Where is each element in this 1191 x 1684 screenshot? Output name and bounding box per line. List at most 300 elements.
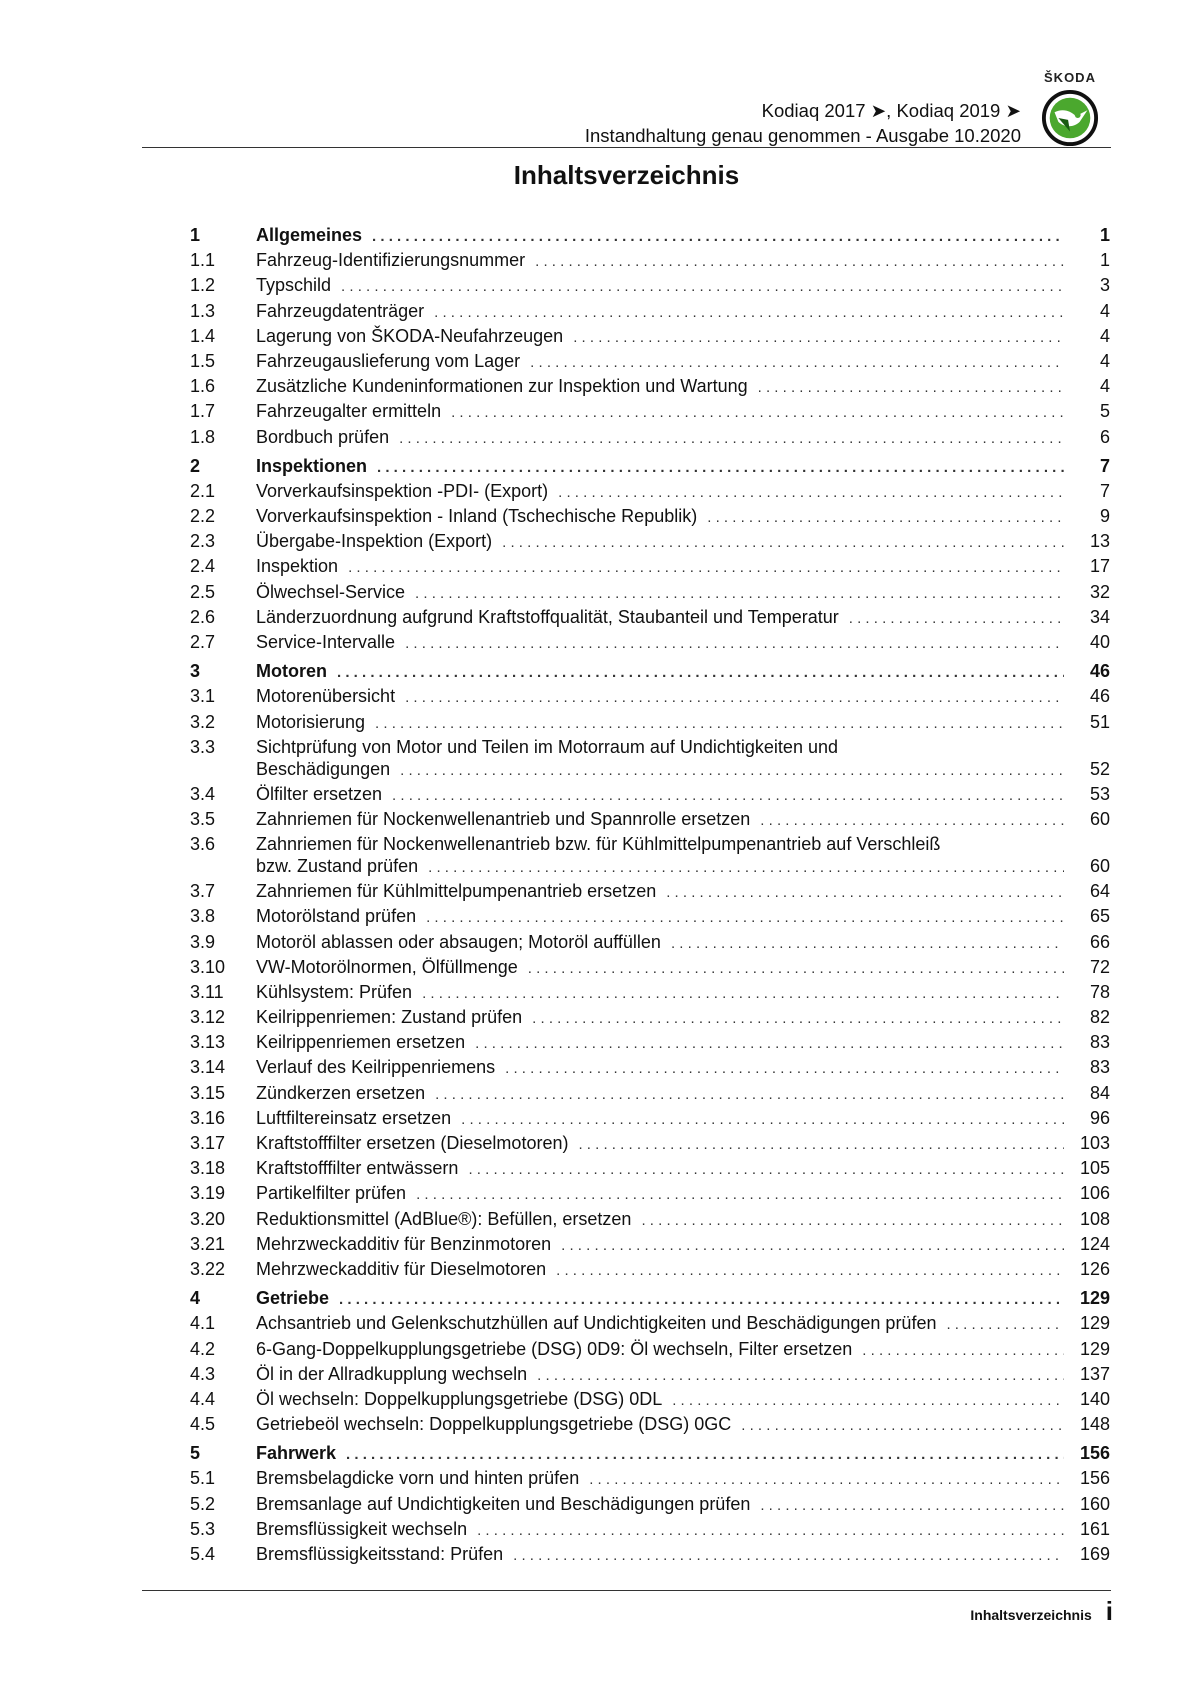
- toc-entry[interactable]: [190, 1543, 1110, 1568]
- toc-page-number: 84: [1089, 1082, 1110, 1103]
- toc-entry-text: Zahnriemen für Nockenwellenantrieb und Spannrolle ersetzen: [256, 808, 751, 829]
- toc-entry-number: 3.5: [190, 808, 216, 829]
- toc-page-number: 64: [1089, 881, 1110, 902]
- toc-dot-leader: [532, 1008, 1064, 1030]
- toc-entry-number: 3.13: [190, 1032, 226, 1053]
- toc-dot-leader: [348, 557, 1064, 579]
- toc-entry-label: [256, 300, 1064, 324]
- toc-page-number: 1: [1099, 250, 1110, 271]
- toc-entry[interactable]: [190, 1056, 1110, 1081]
- header-edition-line: Instandhaltung genau genommen - Ausgabe 10.2020: [584, 125, 1021, 146]
- toc-entry-label: [256, 350, 1064, 374]
- toc-entry-label: [256, 1388, 1064, 1412]
- toc-entry-label: [256, 480, 1064, 504]
- toc-chapter-entry[interactable]: [190, 1442, 1110, 1467]
- toc-entry-number: 1.1: [190, 250, 216, 271]
- toc-dot-leader: [589, 1469, 1064, 1491]
- toc-entry-text: Kühlsystem: Prüfen: [256, 981, 413, 1002]
- toc-entry[interactable]: [190, 1493, 1110, 1518]
- toc-dot-leader: [528, 958, 1064, 980]
- toc-page-number: 53: [1089, 783, 1110, 804]
- toc-entry[interactable]: [190, 505, 1110, 530]
- toc-dot-leader: [578, 1134, 1064, 1156]
- toc-dot-leader: [666, 882, 1064, 904]
- toc-entry-number: 3.21: [190, 1233, 226, 1254]
- toc-page-number: 124: [1079, 1233, 1110, 1254]
- toc-entry-text-continued: Beschädigungen: [256, 758, 391, 779]
- toc-entry-text: Motorölstand prüfen: [256, 906, 417, 927]
- toc-page-number: 161: [1079, 1518, 1110, 1539]
- toc-dot-leader: [758, 377, 1064, 399]
- toc-entry-text: Partikelfilter prüfen: [256, 1183, 407, 1204]
- toc-page-number: 105: [1079, 1158, 1110, 1179]
- toc-page-number: 4: [1099, 300, 1110, 321]
- toc-entry[interactable]: [190, 880, 1110, 905]
- document-header: [585, 98, 1021, 148]
- toc-entry[interactable]: [190, 711, 1110, 736]
- toc-entry-number: 4: [190, 1288, 201, 1309]
- toc-entry[interactable]: [190, 274, 1110, 299]
- toc-chapter-entry[interactable]: [190, 224, 1110, 249]
- toc-dot-leader: [741, 1415, 1064, 1437]
- toc-dot-leader: [392, 785, 1064, 807]
- toc-entry[interactable]: [190, 300, 1110, 325]
- toc-entry-number: 4.2: [190, 1338, 216, 1359]
- toc-entry-label: [256, 880, 1064, 904]
- toc-entry-number: 1.2: [190, 275, 216, 296]
- toc-page-number: 60: [1089, 856, 1110, 877]
- toc-entry-label: [256, 736, 1064, 782]
- toc-entry[interactable]: [190, 480, 1110, 505]
- toc-dot-leader: [461, 1109, 1064, 1131]
- toc-entry-text: Getriebe: [256, 1288, 330, 1309]
- toc-dot-leader: [426, 907, 1064, 929]
- toc-entry-text: Fahrzeugdatenträger: [256, 300, 425, 321]
- toc-entry-label: [256, 1031, 1064, 1055]
- toc-entry[interactable]: [190, 631, 1110, 656]
- toc-entry[interactable]: [190, 581, 1110, 606]
- toc-dot-leader: [849, 608, 1064, 630]
- toc-page-number: 82: [1089, 1007, 1110, 1028]
- toc-dot-leader: [339, 1289, 1064, 1311]
- toc-entry-number: 3.14: [190, 1057, 226, 1078]
- page-title: Inhaltsverzeichnis: [513, 160, 740, 190]
- toc-entry-text: Fahrzeug-Identifizierungsnummer: [256, 250, 526, 271]
- toc-dot-leader: [530, 352, 1064, 374]
- toc-entry-number: 4.3: [190, 1363, 216, 1384]
- toc-entry-number: 3.20: [190, 1208, 226, 1229]
- toc-entry[interactable]: [190, 905, 1110, 930]
- toc-entry-number: 4.1: [190, 1313, 216, 1334]
- toc-dot-leader: [468, 1159, 1064, 1181]
- toc-entry-text: Vorverkaufsinspektion - Inland (Tschechische Republik): [256, 506, 698, 527]
- toc-page-number: 46: [1089, 661, 1110, 682]
- toc-page-number: 137: [1079, 1363, 1110, 1384]
- toc-entry-number: 2.1: [190, 480, 216, 501]
- brand-name: ŠKODA: [1044, 70, 1096, 85]
- toc-dot-leader: [341, 276, 1064, 298]
- toc-page-number: 4: [1099, 376, 1110, 397]
- toc-entry[interactable]: [190, 1258, 1110, 1283]
- toc-dot-leader: [405, 633, 1064, 655]
- toc-entry-number: 3.16: [190, 1107, 226, 1128]
- toc-entry-text: Übergabe-Inspektion (Export): [256, 531, 493, 552]
- toc-dot-leader: [573, 327, 1064, 349]
- toc-entry-label: [256, 325, 1064, 349]
- toc-entry-text: Vorverkaufsinspektion -PDI- (Export): [256, 480, 549, 501]
- toc-entry[interactable]: [190, 1208, 1110, 1233]
- toc-entry-text: Länderzuordnung aufgrund Kraftstoffqualität, Staubanteil und Temperatur: [256, 606, 839, 627]
- toc-entry-text: Kraftstofffilter ersetzen (Dieselmotoren): [256, 1133, 569, 1153]
- toc-entry-label: [256, 631, 1064, 655]
- toc-dot-leader: [405, 687, 1064, 709]
- toc-page-number: 96: [1089, 1107, 1110, 1128]
- toc-page-number: 9: [1099, 506, 1110, 527]
- toc-page-number: 4: [1099, 350, 1110, 371]
- toc-entry-text: Bordbuch prüfen: [256, 426, 390, 447]
- table-of-contents: [190, 220, 1110, 1568]
- toc-entry-text: Bremsflüssigkeit wechseln: [256, 1518, 468, 1539]
- toc-entry-text: Bremsbelagdicke vorn und hinten prüfen: [256, 1468, 580, 1489]
- toc-entry-label: [256, 375, 1064, 399]
- header-rule: [142, 147, 1111, 148]
- toc-entry-text: Zündkerzen ersetzen: [256, 1082, 426, 1103]
- skoda-logo-icon: [1041, 89, 1099, 147]
- toc-page-number: 156: [1079, 1443, 1110, 1464]
- toc-entry-label: [256, 1493, 1064, 1517]
- toc-entry-text: Ölfilter ersetzen: [256, 783, 383, 804]
- toc-dot-leader: [502, 532, 1064, 554]
- toc-entry-number: 1.4: [190, 325, 216, 346]
- toc-entry-number: 1.6: [190, 376, 216, 397]
- toc-entry-text: Typschild: [256, 275, 332, 296]
- toc-entry-label: [256, 606, 1064, 630]
- toc-entry[interactable]: [190, 1006, 1110, 1031]
- toc-entry-label: [256, 1363, 1064, 1387]
- toc-entry-label: [256, 1107, 1064, 1131]
- toc-dot-leader: [377, 457, 1064, 479]
- toc-page-number: 169: [1079, 1544, 1110, 1564]
- toc-entry-label: [256, 1082, 1064, 1106]
- toc-entry[interactable]: [190, 1413, 1110, 1438]
- toc-entry-number: 3.4: [190, 783, 216, 804]
- toc-entry-text: Öl wechseln: Doppelkupplungsgetriebe (DSG) 0DL: [256, 1388, 663, 1409]
- brand: [1030, 70, 1110, 152]
- toc-entry-text: Mehrzweckadditiv für Benzinmotoren: [256, 1233, 552, 1254]
- toc-entry[interactable]: [190, 350, 1110, 375]
- toc-page-number: 106: [1079, 1183, 1110, 1204]
- toc-page-number: 1: [1099, 225, 1110, 245]
- toc-entry-label: [256, 1518, 1064, 1542]
- toc-page-number: 52: [1089, 758, 1110, 779]
- toc-dot-leader: [535, 251, 1064, 273]
- header-model-line: Kodiaq 2017 ➤, Kodiaq 2019 ➤: [761, 100, 1021, 121]
- toc-entry-number: 5.1: [190, 1468, 216, 1489]
- toc-entry-label: [256, 1442, 1064, 1466]
- toc-entry-number: 4.4: [190, 1388, 216, 1409]
- toc-entry-number: 3.22: [190, 1258, 226, 1279]
- toc-entry[interactable]: [190, 1363, 1110, 1388]
- toc-chapter-entry[interactable]: [190, 660, 1110, 685]
- toc-entry[interactable]: [190, 400, 1110, 425]
- toc-entry-text-continued: bzw. Zustand prüfen: [256, 856, 419, 877]
- toc-entry[interactable]: [190, 530, 1110, 555]
- toc-entry-number: 3.11: [190, 981, 224, 1002]
- toc-entry-number: 5.4: [190, 1544, 216, 1564]
- toc-entry-number: 3.10: [190, 956, 226, 977]
- toc-page-number: 148: [1079, 1414, 1110, 1435]
- toc-entry-label: [256, 1132, 1064, 1156]
- toc-chapter-entry[interactable]: [190, 1287, 1110, 1312]
- toc-entry-label: [256, 1467, 1064, 1491]
- toc-entry-text: Kraftstofffilter entwässern: [256, 1158, 459, 1179]
- toc-entry-number: 3.19: [190, 1183, 226, 1204]
- toc-entry-number: 1: [190, 225, 201, 245]
- toc-entry-label: [256, 1182, 1064, 1206]
- toc-entry-label: [256, 1543, 1064, 1567]
- toc-dot-leader: [862, 1340, 1064, 1362]
- toc-entry[interactable]: [190, 375, 1110, 400]
- toc-entry-number: 3.15: [190, 1082, 226, 1103]
- toc-page-number: 66: [1089, 931, 1110, 952]
- toc-entry-number: 3.8: [190, 906, 216, 927]
- toc-entry[interactable]: [190, 555, 1110, 580]
- toc-entry[interactable]: [190, 685, 1110, 710]
- toc-page-number: 40: [1089, 632, 1110, 652]
- toc-entry-number: 5.3: [190, 1518, 216, 1539]
- toc-entry-label: [256, 505, 1064, 529]
- toc-page-number: 5: [1099, 401, 1110, 422]
- toc-dot-leader: [416, 1184, 1064, 1206]
- toc-page-number: 34: [1089, 606, 1110, 627]
- toc-dot-leader: [422, 983, 1064, 1005]
- toc-dot-leader: [505, 1058, 1064, 1080]
- toc-dot-leader: [513, 1545, 1064, 1567]
- toc-dot-leader: [399, 428, 1064, 450]
- toc-entry-label: [256, 1413, 1064, 1437]
- toc-entry-text: Verlauf des Keilrippenriemens: [256, 1057, 496, 1078]
- toc-entry[interactable]: [190, 1157, 1110, 1182]
- toc-entry-label: [256, 426, 1064, 450]
- toc-page-number: 13: [1089, 531, 1110, 552]
- toc-dot-leader: [558, 482, 1064, 504]
- toc-entry-text: Service-Intervalle: [256, 632, 396, 652]
- toc-dot-leader: [760, 810, 1064, 832]
- toc-page-number: 3: [1099, 275, 1110, 296]
- toc-entry-number: 3.6: [190, 834, 216, 855]
- toc-page-number: 103: [1079, 1133, 1110, 1153]
- toc-entry-label: [256, 1056, 1064, 1080]
- toc-dot-leader: [435, 1084, 1064, 1106]
- toc-entry[interactable]: [190, 981, 1110, 1006]
- toc-entry-text: Lagerung von ŠKODA-Neufahrzeugen: [256, 325, 564, 346]
- toc-entry-number: 3: [190, 661, 201, 682]
- toc-entry-text: Inspektion: [256, 556, 339, 577]
- toc-entry-text: VW-Motorölnormen, Ölfüllmenge: [256, 956, 518, 977]
- toc-entry[interactable]: [190, 325, 1110, 350]
- toc-page-number: 156: [1079, 1468, 1110, 1489]
- toc-entry-number: 4.5: [190, 1414, 216, 1435]
- page-footer: [970, 1596, 1113, 1627]
- toc-entry-label: [256, 400, 1064, 424]
- toc-entry-text: Inspektionen: [256, 455, 368, 476]
- toc-entry[interactable]: [190, 426, 1110, 451]
- toc-entry[interactable]: [190, 1082, 1110, 1107]
- toc-entry[interactable]: [190, 1312, 1110, 1337]
- toc-page-number: 17: [1089, 556, 1110, 577]
- toc-entry-number: 5.2: [190, 1493, 216, 1514]
- toc-entry-label: [256, 224, 1064, 248]
- toc-entry-number: 1.8: [190, 426, 216, 447]
- toc-entry-label: [256, 660, 1064, 684]
- toc-entry-text: Keilrippenriemen ersetzen: [256, 1032, 466, 1053]
- toc-page-number: 129: [1079, 1288, 1110, 1309]
- toc-dot-leader: [400, 760, 1064, 782]
- toc-entry-number: 3.1: [190, 686, 216, 707]
- toc-entry-number: 2.2: [190, 506, 216, 527]
- toc-entry-label: [256, 274, 1064, 298]
- toc-dot-leader: [561, 1235, 1064, 1257]
- toc-entry[interactable]: [190, 1467, 1110, 1492]
- toc-page-number: 32: [1089, 581, 1110, 602]
- toc-entry[interactable]: [190, 1233, 1110, 1258]
- toc-page-number: 78: [1089, 981, 1110, 1002]
- toc-entry-text: Öl in der Allradkupplung wechseln: [256, 1363, 528, 1384]
- toc-entry[interactable]: [190, 736, 1110, 783]
- toc-dot-leader: [672, 1390, 1064, 1412]
- toc-entry-label: [256, 530, 1064, 554]
- toc-page-number: 6: [1099, 426, 1110, 447]
- toc-entry-label: [256, 1157, 1064, 1181]
- toc-entry-label: [256, 581, 1064, 605]
- toc-entry[interactable]: [190, 1388, 1110, 1413]
- toc-entry-text: Motorenübersicht: [256, 686, 396, 707]
- toc-entry[interactable]: [190, 1031, 1110, 1056]
- toc-entry-number: 3.12: [190, 1007, 226, 1028]
- toc-dot-leader: [671, 933, 1064, 955]
- toc-dot-leader: [428, 857, 1064, 879]
- toc-entry[interactable]: [190, 783, 1110, 808]
- toc-entry-label: [256, 1287, 1064, 1311]
- toc-page-number: 83: [1089, 1057, 1110, 1078]
- toc-dot-leader: [475, 1033, 1064, 1055]
- toc-entry-text: Motorisierung: [256, 711, 366, 732]
- toc-entry-text: Allgemeines: [256, 225, 363, 245]
- toc-dot-leader: [415, 583, 1064, 605]
- toc-page-number: 7: [1099, 480, 1110, 501]
- footer-rule: [142, 1590, 1111, 1591]
- toc-entry-text: Motoröl ablassen oder absaugen; Motoröl auffüllen: [256, 931, 661, 952]
- toc-page-number: 46: [1089, 686, 1110, 707]
- toc-entry-number: 3.9: [190, 931, 216, 952]
- toc-entry[interactable]: [190, 931, 1110, 956]
- toc-entry-label: [256, 555, 1064, 579]
- toc-entry[interactable]: [190, 1182, 1110, 1207]
- toc-page-number: 126: [1079, 1258, 1110, 1279]
- toc-entry-number: 1.3: [190, 300, 216, 321]
- toc-entry-label: [256, 1208, 1064, 1232]
- toc-entry-number: 2.3: [190, 531, 216, 552]
- toc-entry-label: [256, 931, 1064, 955]
- toc-entry-label: [256, 249, 1064, 273]
- toc-entry-label: [256, 711, 1064, 735]
- toc-page-number: 140: [1079, 1388, 1110, 1409]
- toc-page-number: 72: [1089, 956, 1110, 977]
- toc-dot-leader: [434, 302, 1064, 324]
- toc-entry[interactable]: [190, 1518, 1110, 1543]
- toc-dot-leader: [537, 1365, 1064, 1387]
- toc-dot-leader: [760, 1495, 1064, 1517]
- toc-chapter-entry[interactable]: [190, 455, 1110, 480]
- toc-entry-number: 1.5: [190, 350, 216, 371]
- toc-entry[interactable]: [190, 808, 1110, 833]
- toc-dot-leader: [337, 662, 1064, 684]
- toc-entry-text: Zusätzliche Kundeninformationen zur Inspektion und Wartung: [256, 376, 748, 397]
- toc-entry-label: [256, 1233, 1064, 1257]
- toc-entry[interactable]: [190, 1338, 1110, 1363]
- toc-dot-leader: [556, 1260, 1064, 1282]
- toc-entry-text: Ölwechsel-Service: [256, 581, 406, 602]
- toc-dot-leader: [641, 1210, 1064, 1232]
- toc-entry-text: Fahrwerk: [256, 1443, 337, 1464]
- toc-entry-label: [256, 981, 1064, 1005]
- toc-entry-text: Luftfiltereinsatz ersetzen: [256, 1107, 452, 1128]
- toc-entry-number: 3.3: [190, 736, 216, 757]
- toc-entry-text: Bremsflüssigkeitsstand: Prüfen: [256, 1544, 504, 1564]
- toc-entry[interactable]: [190, 1132, 1110, 1157]
- toc-entry-number: 3.17: [190, 1133, 226, 1153]
- toc-entry-text: Achsantrieb und Gelenkschutzhüllen auf Undichtigkeiten und Beschädigungen prüfen: [256, 1313, 937, 1334]
- toc-entry-text: Zahnriemen für Kühlmittelpumpenantrieb ersetzen: [256, 881, 657, 902]
- toc-entry-text: Fahrzeugauslieferung vom Lager: [256, 350, 521, 371]
- footer-label: Inhaltsverzeichnis: [970, 1607, 1092, 1623]
- toc-entry-label: [256, 1006, 1064, 1030]
- toc-entry[interactable]: [190, 833, 1110, 880]
- toc-entry-text: 6-Gang-Doppelkupplungsgetriebe (DSG) 0D9: Öl wechseln, Filter ersetzen: [256, 1338, 853, 1359]
- toc-entry-text: Bremsanlage auf Undichtigkeiten und Beschädigungen prüfen: [256, 1493, 751, 1514]
- toc-entry[interactable]: [190, 249, 1110, 274]
- toc-entry-label: [256, 833, 1064, 879]
- toc-page-number: 60: [1089, 808, 1110, 829]
- toc-entry-label: [256, 905, 1064, 929]
- toc-entry-text: Sichtprüfung von Motor und Teilen im Motorraum auf Undichtigkeiten und: [256, 736, 838, 757]
- toc-entry-text: Keilrippenriemen: Zustand prüfen: [256, 1007, 523, 1028]
- toc-entry[interactable]: [190, 956, 1110, 981]
- toc-entry-text: Fahrzeugalter ermitteln: [256, 401, 442, 422]
- toc-entry-label: [256, 1312, 1064, 1336]
- toc-page-number: 7: [1099, 455, 1110, 476]
- toc-page-number: 129: [1079, 1313, 1110, 1334]
- toc-entry-number: 2.7: [190, 632, 216, 652]
- toc-entry[interactable]: [190, 1107, 1110, 1132]
- toc-page-number: 4: [1099, 325, 1110, 346]
- toc-entry-label: [256, 956, 1064, 980]
- toc-entry-text: Getriebeöl wechseln: Doppelkupplungsgetriebe (DSG) 0GC: [256, 1414, 732, 1435]
- toc-dot-leader: [375, 713, 1064, 735]
- toc-entry[interactable]: [190, 606, 1110, 631]
- toc-entry-number: 3.2: [190, 711, 216, 732]
- toc-entry-label: [256, 455, 1064, 479]
- toc-dot-leader: [707, 507, 1064, 529]
- toc-entry-text: Motoren: [256, 661, 327, 682]
- footer-page-number: i: [1105, 1596, 1113, 1626]
- toc-entry-number: 2.4: [190, 556, 216, 577]
- toc-entry-number: 2.5: [190, 581, 216, 602]
- toc-entry-label: [256, 1338, 1064, 1362]
- toc-entry-text: Mehrzweckadditiv für Dieselmotoren: [256, 1258, 547, 1279]
- toc-page-number: 129: [1079, 1338, 1110, 1359]
- toc-entry-number: 5: [190, 1443, 201, 1464]
